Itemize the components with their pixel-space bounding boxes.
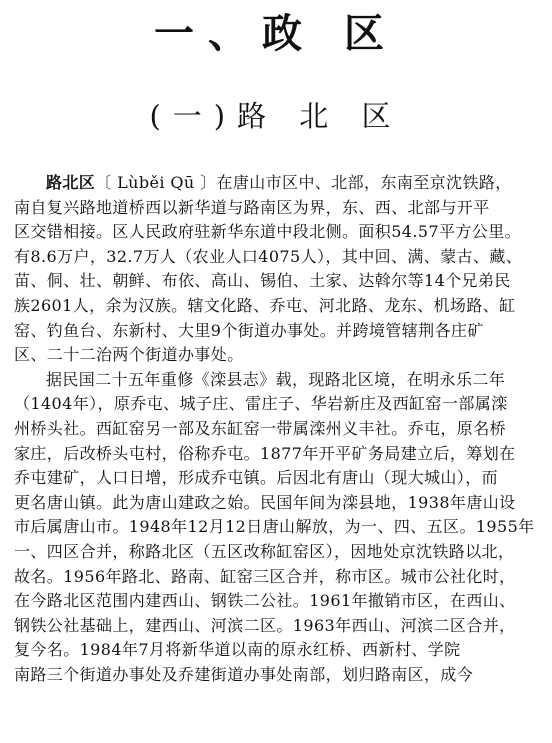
paragraph-overview [14,171,546,368]
text-line: 族2601人，余为汉族。辖文化路、乔屯、河北路、龙东、机场路、缸 [14,295,516,315]
text-line [14,171,546,196]
section-title: (一)路 北 区 [149,99,403,133]
text-line: 复今名。1984年7月将新华道以南的原永红桥、西新村、学院 [14,640,461,660]
chapter-title: 一、政 区 [154,10,398,57]
text-line: 南路三个街道办事处及乔建街道办事处南部，划归路南区，成今 [14,664,474,684]
paragraph-history [14,368,546,688]
text-line: 州桥头社。西缸窑另一部及东缸窑一带属滦州义丰社。乔屯，原名桥 [14,418,507,438]
text-line: 市后属唐山市。1948年12月12日唐山解放，为一、四、五区。1955年 [14,517,535,537]
text-line: 一、四区合并，称路北区（五区改称缸窑区），因地处京沈铁路以北， [14,541,515,561]
text-line-content: 〔 Lùběi Qū 〕在唐山市区中、北部，东南至京沈铁路， [95,173,512,192]
entry-term: 路北区 [46,173,96,192]
text-line: 有8.6万户，32.7万人（农业人口4075人），其中回、满、蒙古、藏、 [14,246,523,266]
text-line: 苗、侗、壮、朝鲜、布依、高山、锡伯、土家、达斡尔等14个兄弟民 [14,271,511,291]
text-line: 在今路北区范围内建西山、钢铁二公社。1961年撤销市区，在西山、 [14,591,516,611]
text-line: （1404年），原乔屯、城子庄、雷庄子、华岩新庄及西缸窑一部属滦 [14,394,508,414]
text-line: 乔屯建矿，人口日增，形成乔屯镇。后因北有唐山（现大城山），而 [14,468,499,488]
text-line: 窑、钓鱼台、东新村、大里9个街道办事处。并跨境管辖荆各庄矿 [14,320,484,340]
body-text [14,171,546,687]
text-line: 家庄，后改桥头屯村，俗称乔屯。1877年开平矿务局建立后，筹划在 [14,443,516,463]
text-line: 南自复兴路地道桥西以新华道与路南区为界，东、西、北部与开平 [14,197,490,217]
text-line: 钢铁公社基础上，建西山、河滨二区。1963年西山、河滨二区合并， [14,615,516,635]
text-line: 据民国二十五年重修《滦县志》载，现路北区境，在明永乐二年 [46,369,506,389]
text-line: 故名。1956年路北、路南、缸窑三区合并，称市区。城市公社化时， [14,566,516,586]
text-line: 区、二十二治两个街道办事处。 [14,345,244,365]
text-line: 区交错相接。区人民政府驻新华东道中段北侧。面积54.57平方公里。 [14,222,522,242]
text-line: 更名唐山镇。此为唐山建政之始。民国年间为滦县地，1938年唐山设 [14,492,516,512]
